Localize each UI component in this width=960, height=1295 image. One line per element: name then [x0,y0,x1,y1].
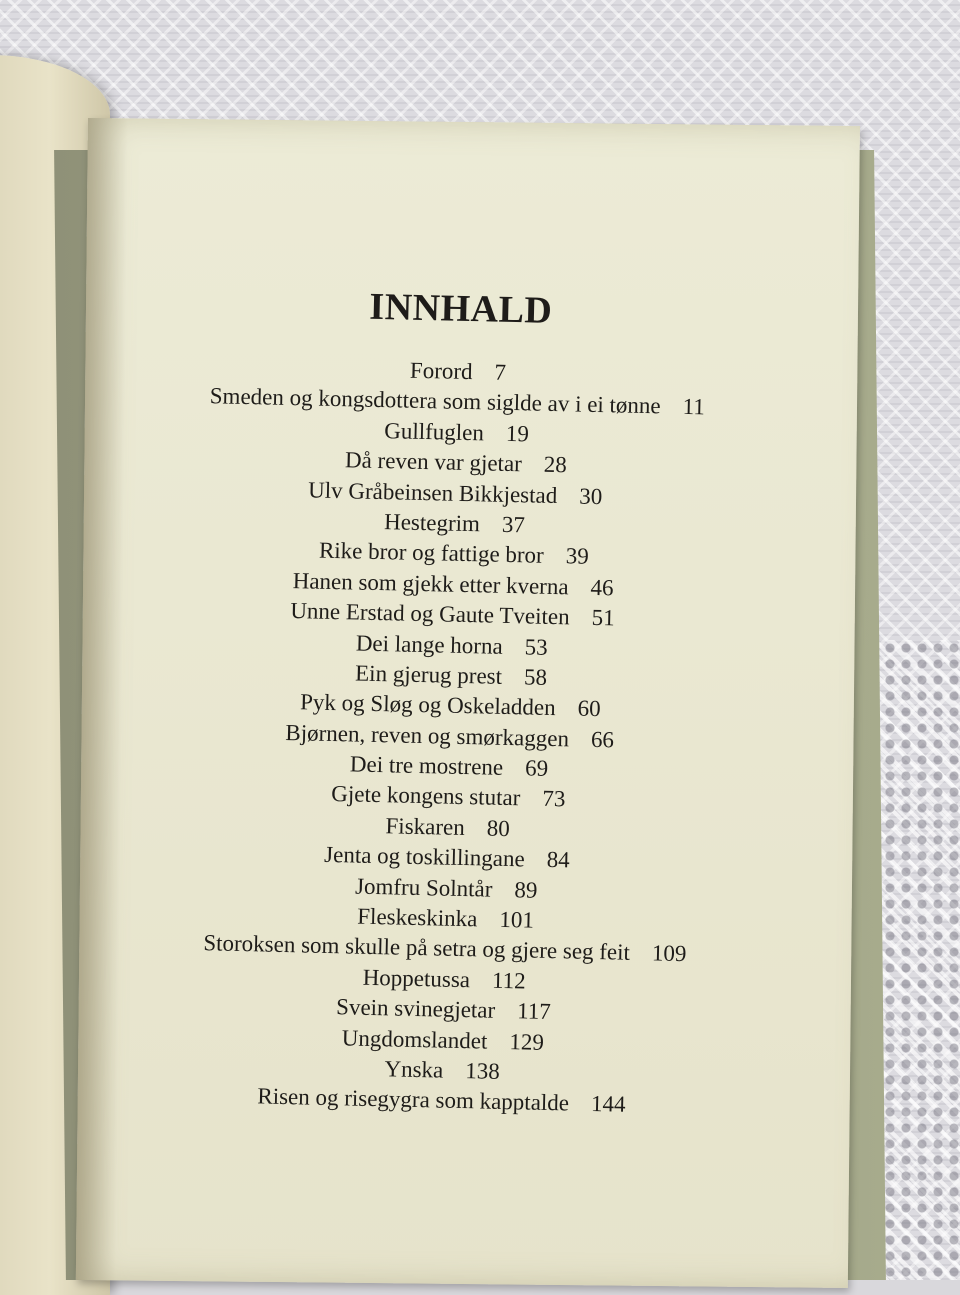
toc-entry-page-number: 112 [491,967,526,994]
toc-entry-page-number: 30 [578,483,603,509]
toc-entry-title: Jenta og toskillingane [323,842,526,872]
toc-entry-title: Svein svinegjetar [335,994,496,1023]
toc-entry-page-number: 84 [546,847,571,873]
toc-entry-title: Hanen som gjekk etter kverna [292,567,569,600]
toc-entry-page-number: 144 [590,1091,626,1118]
toc-entry-title: Ein gjerug prest [354,660,503,689]
toc-entry-page-number: 60 [577,695,601,722]
toc-entry-page-number: 80 [486,815,511,841]
toc-entry-page-number: 37 [501,511,526,538]
toc-entry-page-number: 7 [494,359,507,385]
toc-entry-title: Hoppetussa [362,964,471,993]
toc-entry-page-number: 53 [524,633,548,660]
toc-entry-title: Unne Erstad og Gaute Tveiten [290,598,570,630]
toc-entry-page-number: 39 [565,543,590,570]
toc-entry-title: Forord [409,357,473,385]
toc-entry-page-number: 109 [651,940,687,967]
toc-entry-page-number: 19 [505,420,530,447]
toc-entry-title: Risen og risegygra som kapptalde [257,1083,570,1116]
toc-entry-list [141,350,758,1123]
toc-entry-title: Pyk og Sløg og Oskeladden [299,689,556,721]
toc-entry-page-number: 69 [524,755,549,782]
toc-entry-page-number: 117 [516,998,552,1025]
toc-entry-title: Dei tre mostrene [349,751,504,780]
toc-entry-page-number: 89 [514,876,538,903]
toc-entry-page-number: 51 [591,605,615,631]
toc-entry-title: Bjørnen, reven og smørkaggen [285,719,570,752]
toc-entry-title: Fleskeskinka [357,903,478,932]
toc-entry-title: Rike bror og fattige bror [318,538,545,569]
toc-entry-title: Gjete kongens stutar [331,781,521,811]
toc-entry-page-number: 129 [509,1028,545,1055]
toc-entry-title: Dei lange horna [355,630,504,659]
toc-entry-title: Smeden og kongsdottera som siglde av i ei tønne [209,383,661,419]
toc-entry-page-number: 138 [464,1058,501,1084]
toc-entry-page-number: 28 [543,451,568,478]
toc-entry-title: Hestegrim [383,509,481,537]
toc-entry-title: Ungdomslandet [341,1024,488,1054]
toc-entry-page-number: 101 [499,906,535,933]
toc-entry-title: Storoksen som skulle på setra og gjere seg feit [203,930,631,966]
toc-entry-title: Då reven var gjetar [344,447,523,477]
toc-entry-page-number: 46 [590,574,614,601]
toc-entry-title: Ynska [384,1056,444,1083]
toc-heading: INNHALD [368,285,553,332]
toc-entry-title: Jomfru Solntår [354,873,493,902]
toc-entry-page-number: 66 [590,726,615,753]
toc-entry-page-number: 58 [523,664,548,690]
toc-entry-title: Fiskaren [385,813,466,840]
toc-entry-page-number: 73 [542,786,566,812]
toc-entry-title: Ulv Gråbeinsen Bikkjestad [307,476,558,508]
toc-entry-title: Gullfuglen [384,417,485,446]
toc-entry-page-number: 11 [682,394,706,420]
